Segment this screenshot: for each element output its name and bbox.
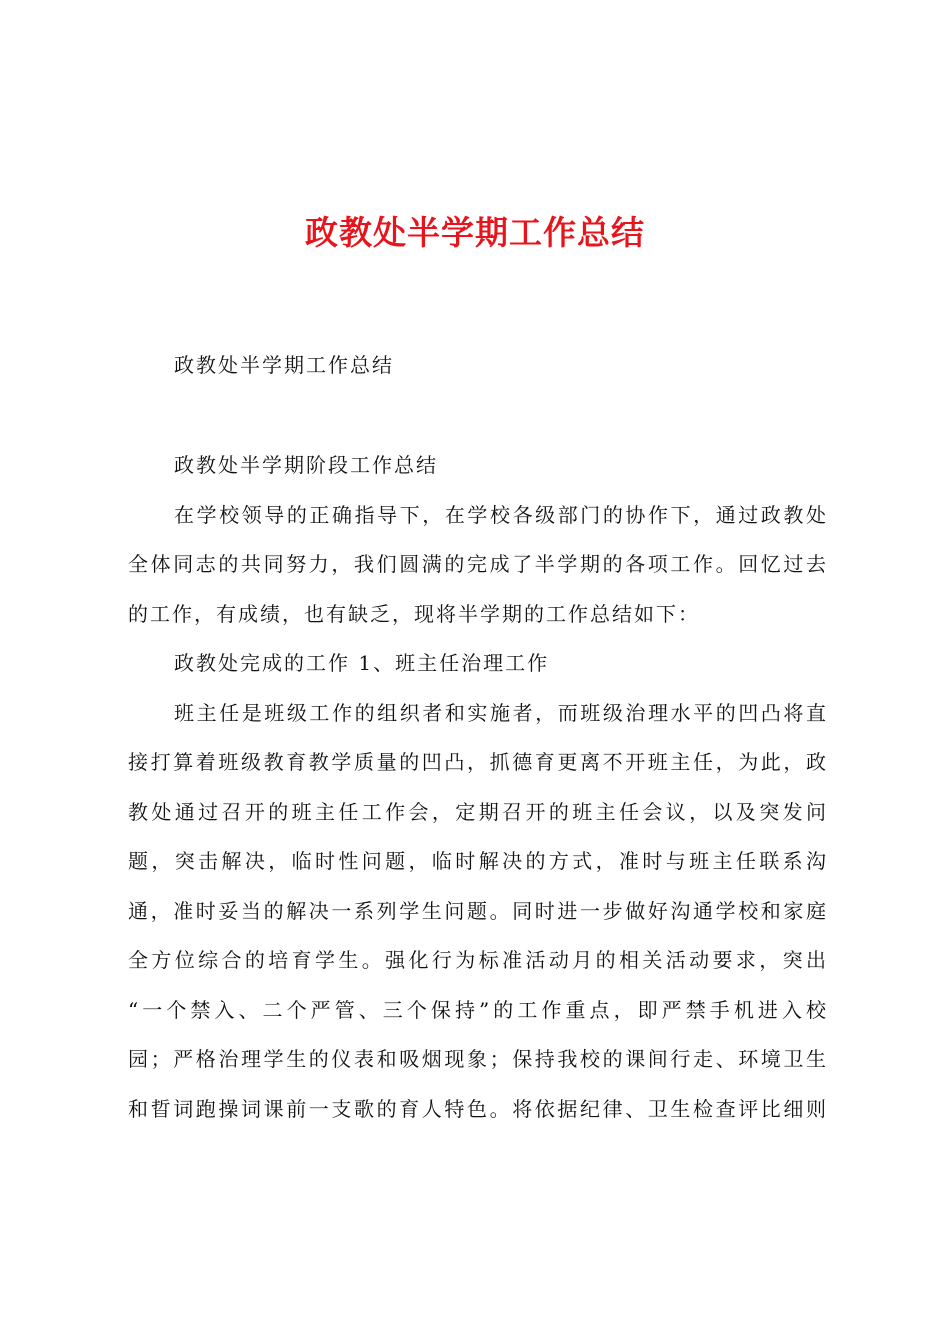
document-title: 政教处半学期工作总结 [305, 213, 645, 252]
paragraph-line: 和晢词跑操词课前一支歌的育人特色。将依据纪律、卫生检查评比细则 [128, 1097, 828, 1121]
section-heading: 政教处完成的工作 1、班主任治理工作 [174, 651, 550, 675]
paragraph-line: 全体同志的共同努力，我们圆满的完成了半学期的各项工作。回忆过去 [128, 552, 828, 576]
paragraph-line: 题，突击解决，临时性问题，临时解决的方式，准时与班主任联系沟 [128, 849, 828, 873]
subtitle-line: 政教处半学期工作总结 [174, 353, 394, 377]
section-heading: 政教处半学期阶段工作总结 [174, 453, 438, 477]
paragraph-line: 的工作，有成绩，也有缺乏，现将半学期的工作总结如下： [128, 602, 700, 626]
paragraph-line: 园；严格治理学生的仪表和吸烟现象；保持我校的课间行走、环境卫生 [128, 1047, 828, 1071]
paragraph-line: 全方位综合的培育学生。强化行为标准活动月的相关活动要求，突出 [128, 948, 828, 972]
paragraph-line: 通，准时妥当的解决一系列学生问题。同时进一步做好沟通学校和家庭 [128, 899, 828, 923]
paragraph-line: 在学校领导的正确指导下，在学校各级部门的协作下，通过政教处 [174, 503, 828, 527]
paragraph-line: 班主任是班级工作的组织者和实施者，而班级治理水平的凹凸将直 [174, 701, 828, 725]
paragraph-line: 接打算着班级教育教学质量的凹凸，抓德育更离不开班主任，为此，政 [128, 750, 828, 774]
paragraph-line: “一个禁入、二个严管、三个保持”的工作重点，即严禁手机进入校 [128, 998, 828, 1022]
paragraph-line: 教处通过召开的班主任工作会，定期召开的班主任会议，以及突发问 [128, 800, 828, 824]
